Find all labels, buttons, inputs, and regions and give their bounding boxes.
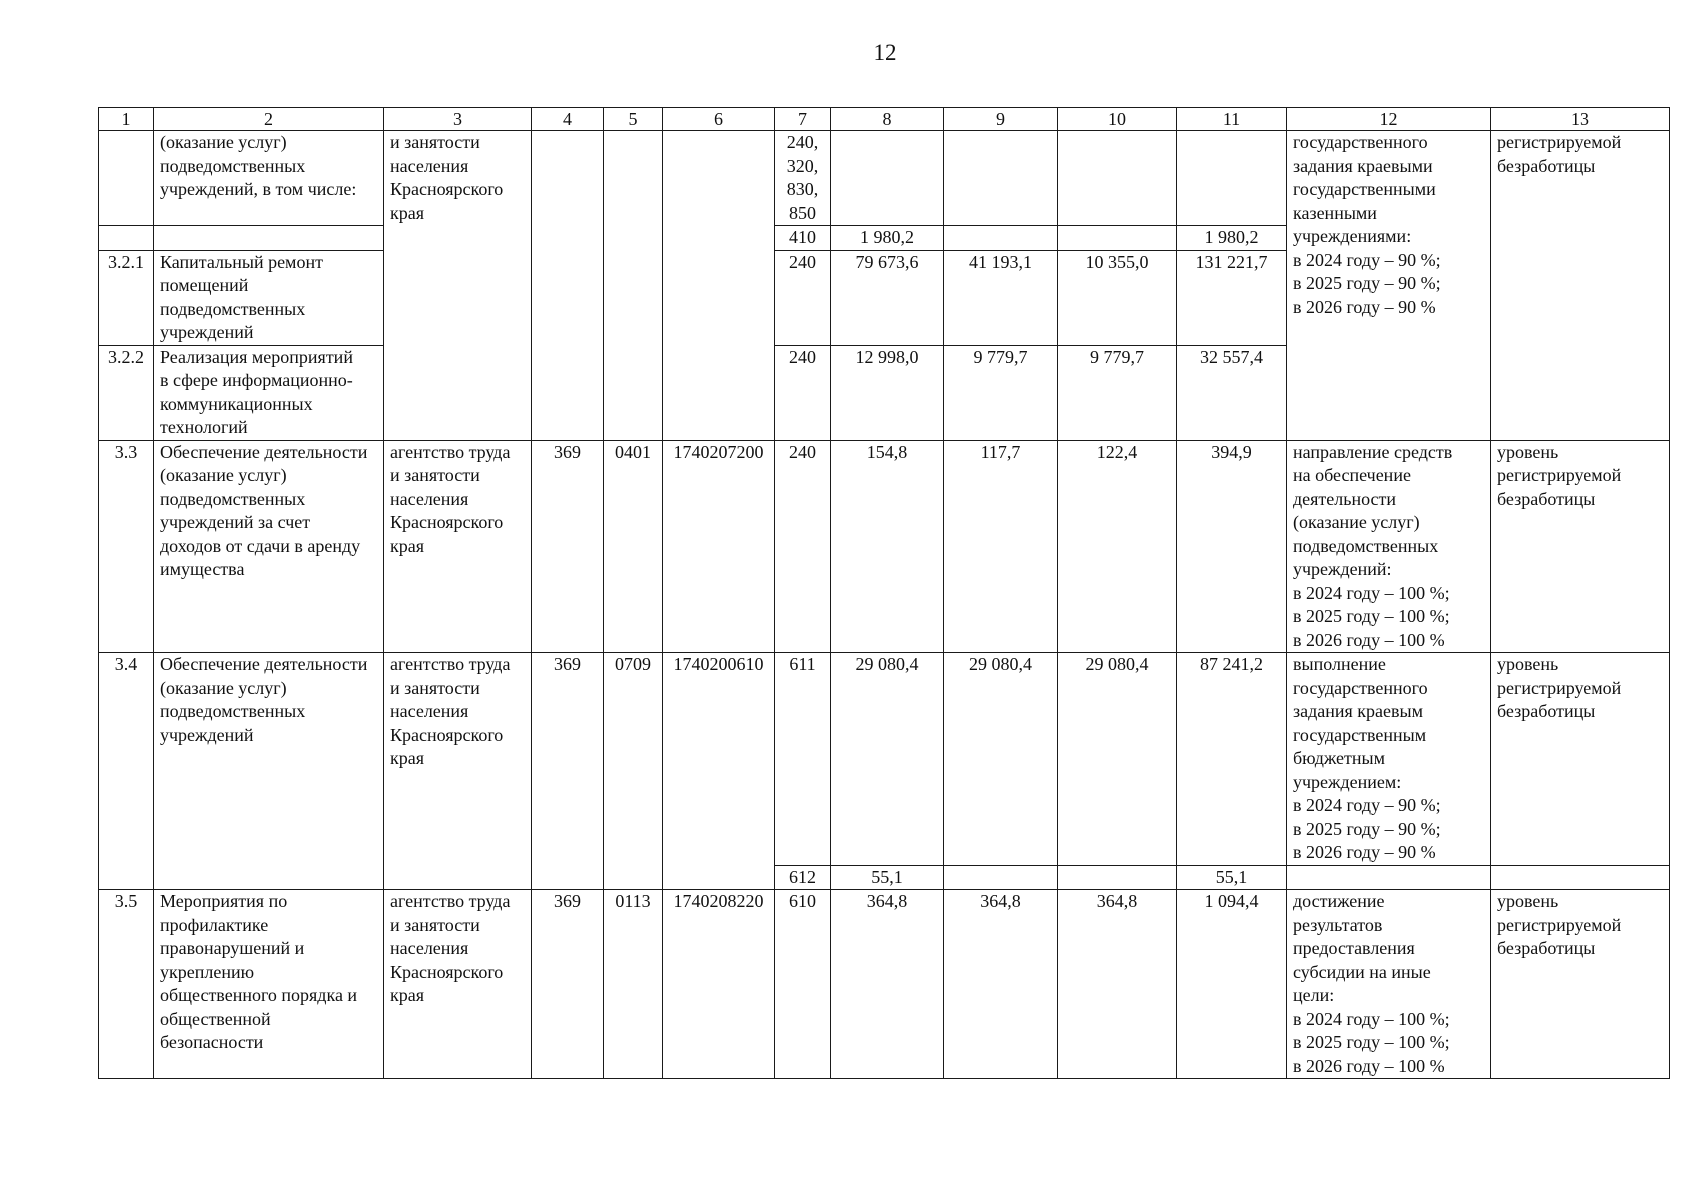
vr-cell: 410 xyxy=(775,226,831,251)
grbs-cell xyxy=(532,131,604,441)
row-name-cell: Капитальный ремонт помещений подведомственных учреждений xyxy=(154,250,384,345)
value-cell xyxy=(944,131,1058,226)
indicator-cell: регистрируемой безработицы xyxy=(1491,131,1670,441)
table-row xyxy=(99,440,1670,653)
header-cell: 1 xyxy=(99,108,154,131)
header-cell: 13 xyxy=(1491,108,1670,131)
value-cell: 10 355,0 xyxy=(1058,250,1177,345)
value-cell xyxy=(1058,865,1177,890)
csr-cell xyxy=(663,131,775,441)
value-cell xyxy=(1058,131,1177,226)
table-row xyxy=(99,890,1670,1079)
table-row xyxy=(99,653,1670,866)
header-cell: 11 xyxy=(1177,108,1287,131)
row-name-cell: Мероприятия по профилактике правонарушений и укреплению общественного порядка и общественной безопасности xyxy=(154,890,384,1079)
value-cell: 29 080,4 xyxy=(1058,653,1177,866)
value-cell: 29 080,4 xyxy=(944,653,1058,866)
header-row xyxy=(99,108,1670,131)
rzpr-cell: 0709 xyxy=(604,653,663,890)
row-number-cell xyxy=(99,226,154,251)
header-cell: 3 xyxy=(384,108,532,131)
value-cell xyxy=(944,226,1058,251)
value-cell: 154,8 xyxy=(831,440,944,653)
rzpr-cell xyxy=(604,131,663,441)
value-cell: 1 094,4 xyxy=(1177,890,1287,1079)
indicator-cell: уровень регистрируемой безработицы xyxy=(1491,653,1670,866)
header-cell: 2 xyxy=(154,108,384,131)
vr-cell: 240 xyxy=(775,250,831,345)
value-cell: 394,9 xyxy=(1177,440,1287,653)
result-cell: выполнение государственного задания краевым государственным бюджетным учреждением: в 2024 году – 90 %; в 2025 году – 90 %; в 2026 году – 90 % xyxy=(1287,653,1491,866)
value-cell: 41 193,1 xyxy=(944,250,1058,345)
value-cell: 55,1 xyxy=(1177,865,1287,890)
value-cell: 55,1 xyxy=(831,865,944,890)
vr-cell: 240, 320, 830, 850 xyxy=(775,131,831,226)
indicator-cell: уровень регистрируемой безработицы xyxy=(1491,440,1670,653)
header-cell: 7 xyxy=(775,108,831,131)
row-number-cell xyxy=(99,131,154,226)
page-number: 12 xyxy=(873,40,897,65)
row-name-cell xyxy=(154,226,384,251)
header-cell: 12 xyxy=(1287,108,1491,131)
header-cell: 9 xyxy=(944,108,1058,131)
value-cell: 29 080,4 xyxy=(831,653,944,866)
indicator-cell xyxy=(1491,865,1670,890)
agency-cell: агентство труда и занятости населения Красноярского края xyxy=(384,890,532,1079)
csr-cell: 1740200610 xyxy=(663,653,775,890)
vr-cell: 610 xyxy=(775,890,831,1079)
grbs-cell: 369 xyxy=(532,890,604,1079)
value-cell xyxy=(831,131,944,226)
csr-cell: 1740208220 xyxy=(663,890,775,1079)
value-cell: 131 221,7 xyxy=(1177,250,1287,345)
row-name-cell: Обеспечение деятельности (оказание услуг) подведомственных учреждений за счет доходов от сдачи в аренду имущества xyxy=(154,440,384,653)
agency-cell: агентство труда и занятости населения Красноярского края xyxy=(384,440,532,653)
vr-cell: 240 xyxy=(775,345,831,440)
row-name-cell: Реализация мероприятий в сфере информационно- коммуникационных технологий xyxy=(154,345,384,440)
value-cell xyxy=(1058,226,1177,251)
value-cell: 122,4 xyxy=(1058,440,1177,653)
program-table xyxy=(98,107,1670,1079)
agency-cell: агентство труда и занятости населения Красноярского края xyxy=(384,653,532,890)
result-cell: направление средств на обеспечение деятельности (оказание услуг) подведомственных учреждений: в 2024 году – 100 %; в 2025 году – 100 %; в 2026 году – 100 % xyxy=(1287,440,1491,653)
value-cell: 364,8 xyxy=(1058,890,1177,1079)
result-cell xyxy=(1287,865,1491,890)
row-number-cell: 3.2.2 xyxy=(99,345,154,440)
csr-cell: 1740207200 xyxy=(663,440,775,653)
value-cell: 364,8 xyxy=(831,890,944,1079)
result-cell: государственного задания краевыми государственными казенными учреждениями: в 2024 году – 90 %; в 2025 году – 90 %; в 2026 году – 90 % xyxy=(1287,131,1491,441)
vr-cell: 240 xyxy=(775,440,831,653)
rzpr-cell: 0113 xyxy=(604,890,663,1079)
header-cell: 4 xyxy=(532,108,604,131)
value-cell: 117,7 xyxy=(944,440,1058,653)
value-cell: 9 779,7 xyxy=(944,345,1058,440)
value-cell: 1 980,2 xyxy=(1177,226,1287,251)
value-cell: 1 980,2 xyxy=(831,226,944,251)
value-cell: 364,8 xyxy=(944,890,1058,1079)
vr-cell: 612 xyxy=(775,865,831,890)
row-number-cell: 3.4 xyxy=(99,653,154,890)
indicator-cell: уровень регистрируемой безработицы xyxy=(1491,890,1670,1079)
row-number-cell: 3.3 xyxy=(99,440,154,653)
header-cell: 10 xyxy=(1058,108,1177,131)
vr-cell: 611 xyxy=(775,653,831,866)
header-cell: 8 xyxy=(831,108,944,131)
row-number-cell: 3.5 xyxy=(99,890,154,1079)
value-cell: 12 998,0 xyxy=(831,345,944,440)
value-cell: 32 557,4 xyxy=(1177,345,1287,440)
grbs-cell: 369 xyxy=(532,653,604,890)
row-number-cell: 3.2.1 xyxy=(99,250,154,345)
value-cell: 79 673,6 xyxy=(831,250,944,345)
row-name-cell: (оказание услуг) подведомственных учреждений, в том числе: xyxy=(154,131,384,226)
value-cell xyxy=(1177,131,1287,226)
agency-cell: и занятости населения Красноярского края xyxy=(384,131,532,441)
value-cell xyxy=(944,865,1058,890)
value-cell: 9 779,7 xyxy=(1058,345,1177,440)
rzpr-cell: 0401 xyxy=(604,440,663,653)
result-cell: достижение результатов предоставления субсидии на иные цели: в 2024 году – 100 %; в 2025 году – 100 %; в 2026 году – 100 % xyxy=(1287,890,1491,1079)
table-row xyxy=(99,131,1670,226)
value-cell: 87 241,2 xyxy=(1177,653,1287,866)
header-cell: 6 xyxy=(663,108,775,131)
header-cell: 5 xyxy=(604,108,663,131)
row-name-cell: Обеспечение деятельности (оказание услуг) подведомственных учреждений xyxy=(154,653,384,890)
grbs-cell: 369 xyxy=(532,440,604,653)
